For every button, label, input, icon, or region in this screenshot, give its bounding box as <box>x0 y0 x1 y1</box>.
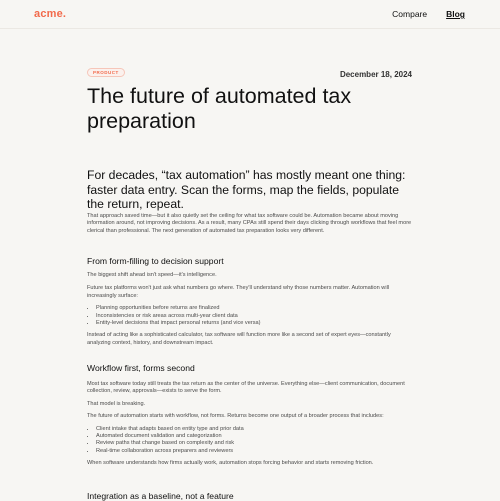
top-nav-bar <box>0 0 500 29</box>
section-paragraph: The biggest shift ahead isn't speed—it's intelligence. <box>87 272 217 278</box>
acme-logo[interactable]: acme. <box>34 8 67 20</box>
list-item: • Real-time collaboration across preparers and reviewers <box>96 448 413 455</box>
list-item: • Client intake that adapts based on entity type and prior data <box>96 426 413 433</box>
section-paragraph: Future tax platforms won't just ask what numbers go where. They'll understand why those numbers matter. Automation will increasingly surface: <box>87 285 390 299</box>
section-heading-workflow: Workflow first, forms second <box>87 363 195 373</box>
section-decision-support <box>87 272 413 347</box>
section-paragraph: The future of automation starts with workflow, not forms. Returns become one output of a broader process that includes: <box>87 413 384 420</box>
planning-list <box>87 305 413 327</box>
section-paragraph: Most tax software today still treats the tax return as the center of the universe. Everything else—client communication, document collection, review, approvals—exists to serve the form. <box>87 381 405 395</box>
list-item: • Entity-level decisions that impact personal returns (and vice versa) <box>96 320 413 327</box>
intro-block <box>87 213 413 235</box>
section-paragraph: When software understands how firms actually work, automation stops forcing behavior and starts removing friction. <box>87 460 374 467</box>
section-heading-integration: Integration as a baseline, not a feature <box>87 491 234 501</box>
list-item: • Review paths that change based on complexity and risk <box>96 440 413 447</box>
list-item: • Automated document validation and categorization <box>96 433 413 440</box>
list-item: • Inconsistencies or risk areas across multi-year client data <box>96 313 413 320</box>
nav-link-compare[interactable]: Compare <box>392 9 428 19</box>
nav-link-blog[interactable]: Blog <box>446 9 465 19</box>
section-paragraph: That model is breaking. <box>87 400 146 407</box>
list-item: • Planning opportunities before returns are finalized <box>96 305 413 312</box>
workflow-list <box>87 426 413 456</box>
intro-paragraph: That approach saved time—but it also quietly set the ceiling for what tax software could be. Automation became about moving information around, not improving decisions. As a result, many CPAs still spend their days clicking through workflows that feel more clerical than professional. The next generation of automated tax preparation looks very different. <box>87 213 412 234</box>
publish-date: December 18, 2024 <box>339 70 412 79</box>
section-workflow <box>87 381 413 468</box>
article-title: The future of automated tax preparation <box>87 84 352 133</box>
main-nav <box>392 9 465 19</box>
category-badge: PRODUCT <box>87 68 125 77</box>
section-heading-decision-support: From form-filling to decision support <box>87 256 224 266</box>
article-lead: For decades, “tax automation” has mostly meant one thing: faster data entry. Scan the forms, map the fields, populate the return, repeat. <box>87 168 406 211</box>
section-paragraph: Instead of acting like a sophisticated calculator, tax software will function more like a second set of expert eyes—constantly analyzing context, history, and downstream impact. <box>87 332 391 346</box>
